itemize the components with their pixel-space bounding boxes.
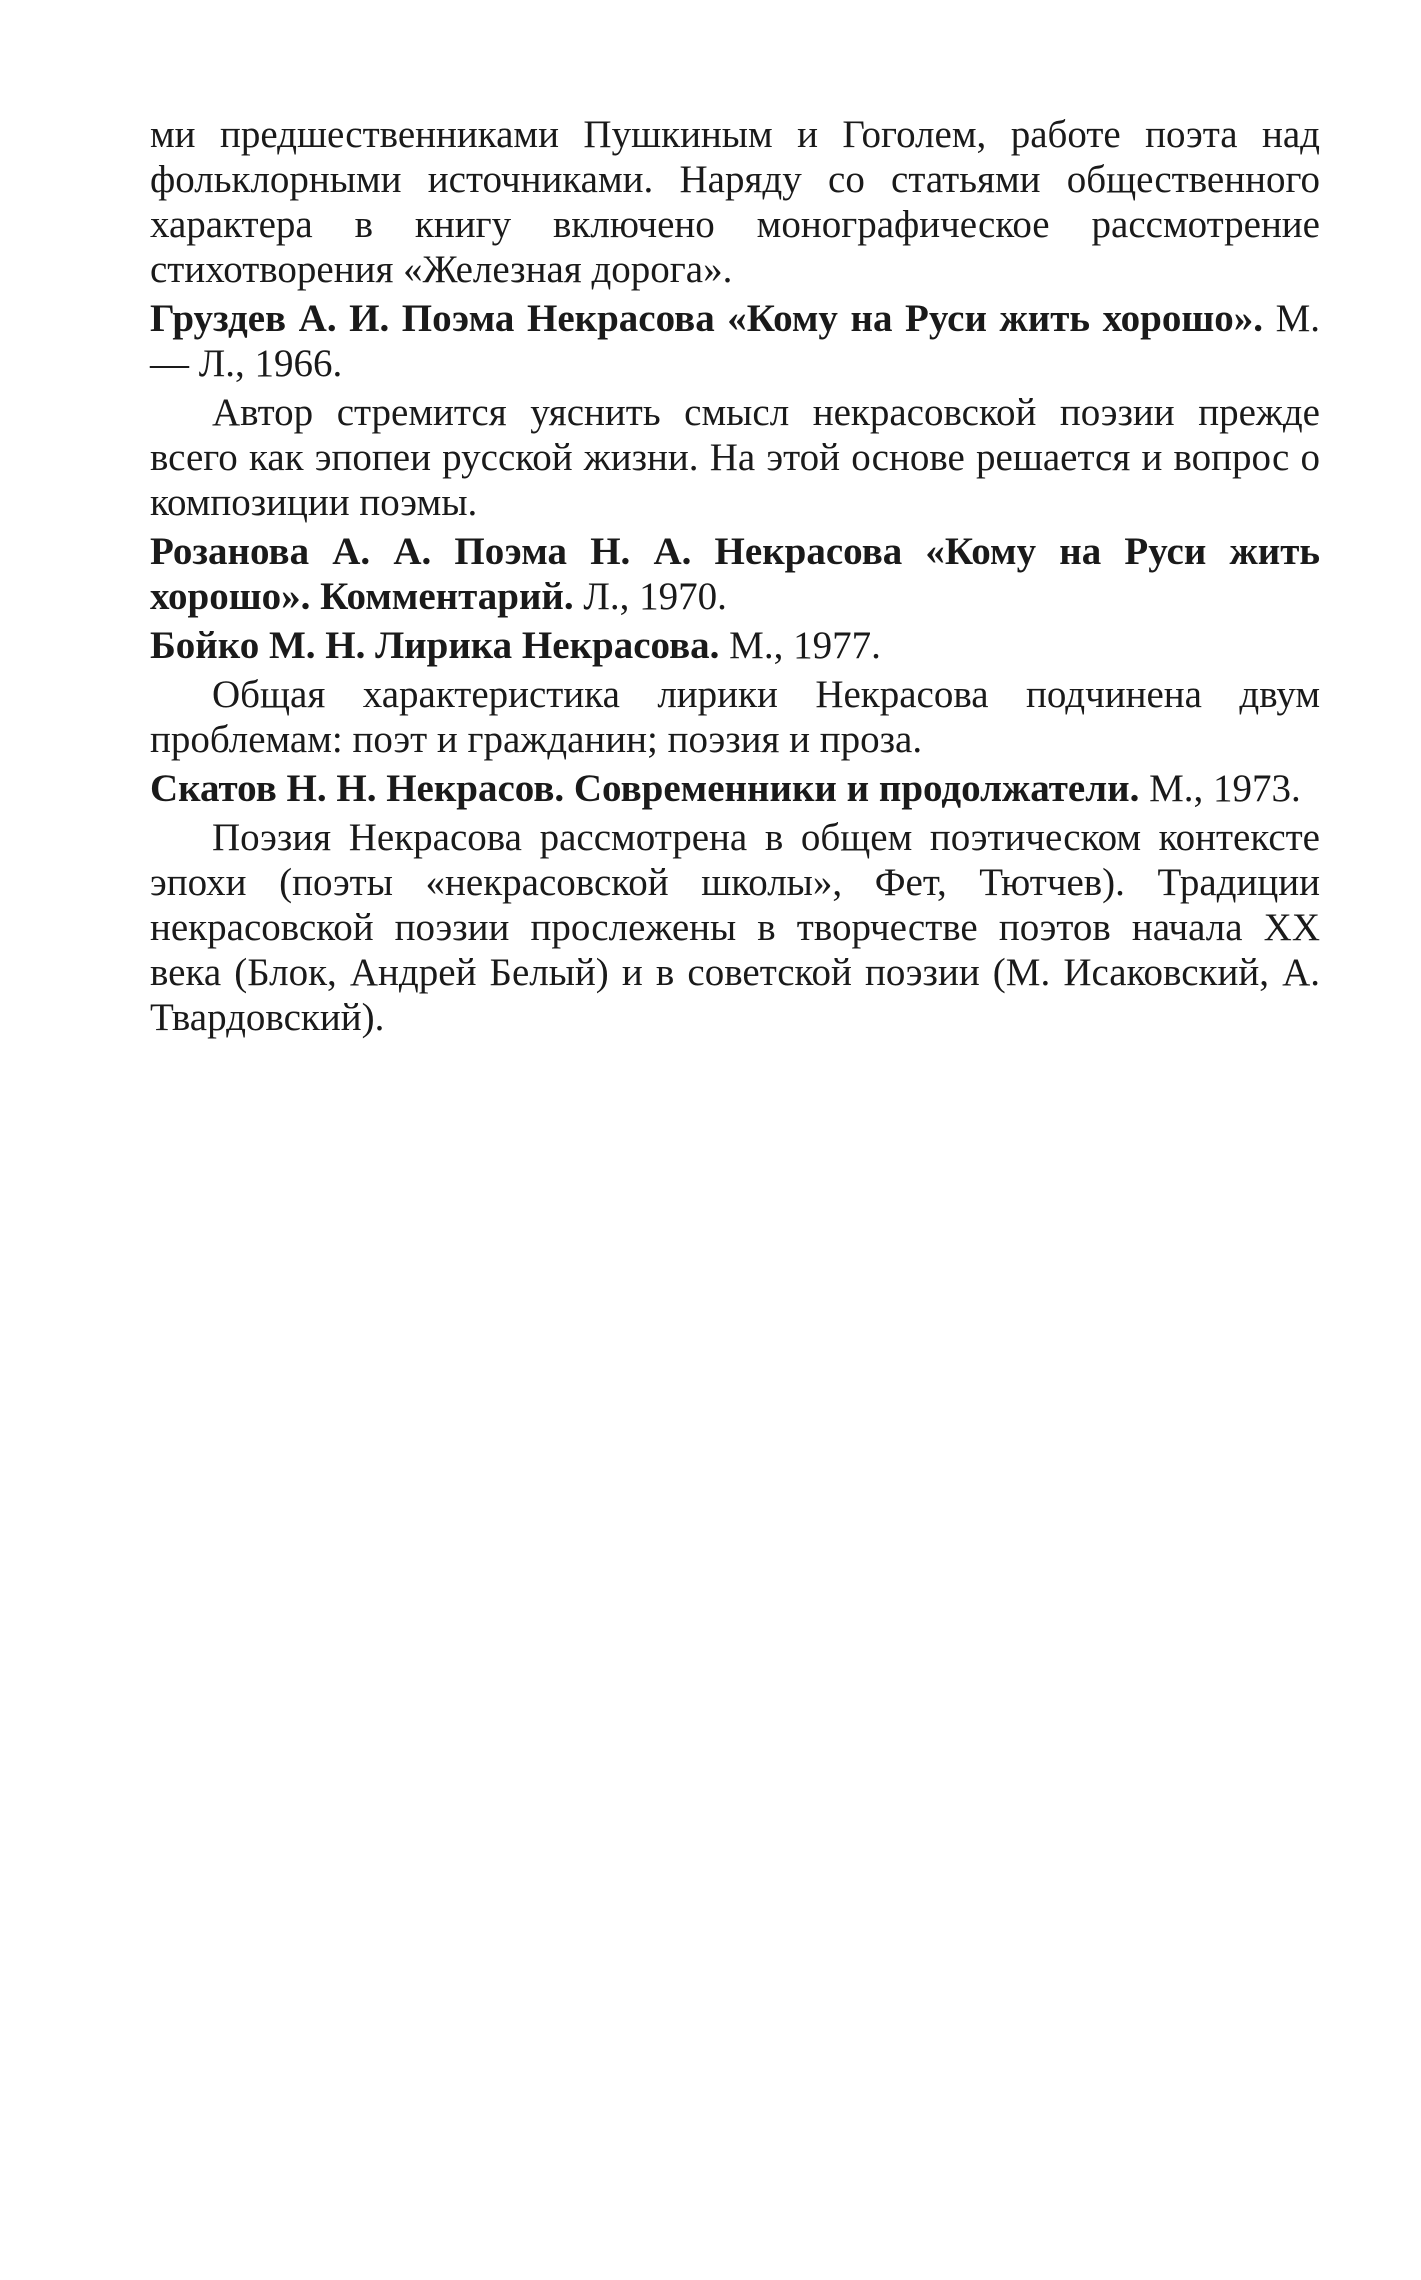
- intro-paragraph: ми предшественниками Пушкиным и Гоголем, работе поэта над фольклорными источниками. Наряду со статьями общественного характера в книгу включено монографическое рассмотрение стихотворения «Железная дорога».: [150, 113, 1320, 291]
- entry-author-title: Бойко М. Н. Лирика Некрасова.: [150, 624, 720, 667]
- entry-publication-info: Л., 1970.: [573, 575, 727, 618]
- document-page: [150, 112, 1320, 1044]
- entry-annotation-gruzdev: Автор стремится уяснить смысл некрасовской поэзии прежде всего как эпопеи русской жизни. На этой основе решается и вопрос о композиции поэмы.: [150, 391, 1320, 524]
- entry-annotation-skatov: Поэзия Некрасова рассмотрена в общем поэтическом контексте эпохи (поэты «некрасовской школы», Фет, Тютчев). Традиции некрасовской поэзии прослежены в творчестве поэтов начала XX века (Блок, Андрей Белый) и в советской поэзии (М. Исаковский, А. Твардовский).: [150, 816, 1320, 1039]
- entry-publication-info: М. — Л., 1966.: [150, 297, 1320, 385]
- bibliography-entry-gruzdev: [150, 296, 1320, 386]
- entry-author-title: Розанова А. А. Поэма Н. А. Некрасова «Кому на Руси жить хорошо». Комментарий.: [150, 530, 1320, 618]
- bibliography-entry-skatov: [150, 766, 1320, 811]
- bibliography-entry-boyko: [150, 623, 1320, 668]
- entry-author-title: Скатов Н. Н. Некрасов. Современники и продолжатели.: [150, 767, 1140, 810]
- entry-publication-info: М., 1973.: [1139, 767, 1301, 810]
- bibliography-entry-rozanova: [150, 529, 1320, 619]
- entry-author-title: Груздев А. И. Поэма Некрасова «Кому на Руси жить хорошо».: [150, 297, 1263, 340]
- entry-publication-info: М., 1977.: [719, 624, 881, 667]
- entry-annotation-boyko: Общая характеристика лирики Некрасова подчинена двум проблемам: поэт и гражданин; поэзия и проза.: [150, 673, 1320, 761]
